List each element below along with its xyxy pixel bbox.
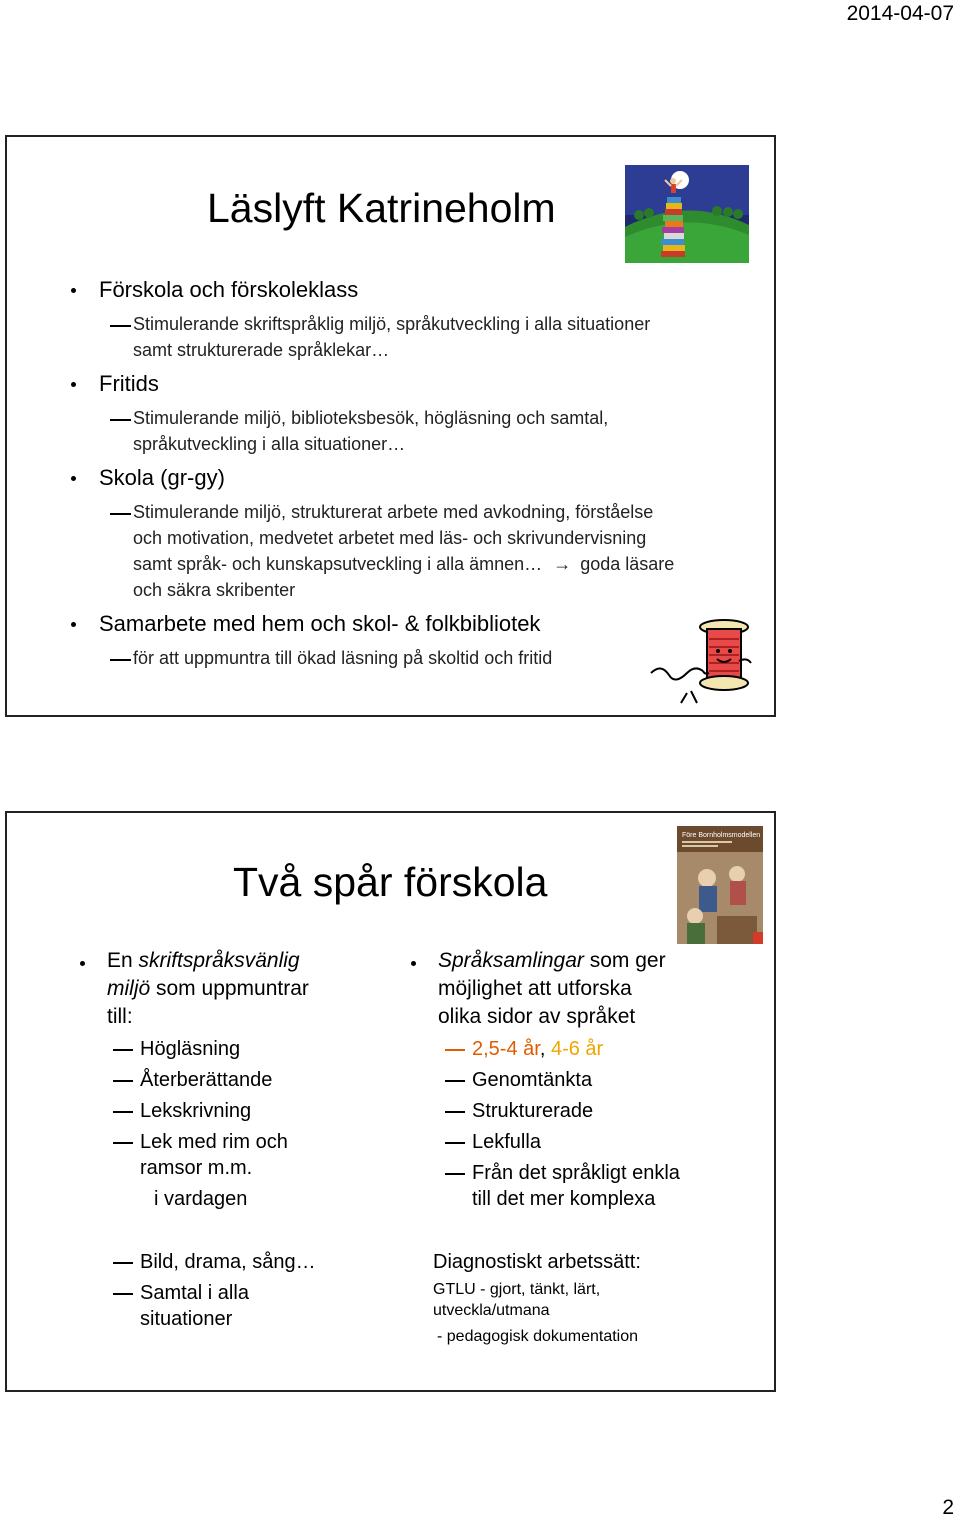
dash-icon bbox=[113, 1080, 133, 1082]
list-item: Genomtänkta bbox=[472, 1069, 593, 1091]
page-date: 2014-04-07 bbox=[846, 2, 954, 25]
age-groups: 2,5-4 år, 4-6 år bbox=[472, 1038, 604, 1060]
dash-icon bbox=[445, 1111, 465, 1113]
list-item-sub: Stimulerande skriftspråklig miljö, språkutveckling i alla situationer bbox=[133, 314, 651, 334]
list-item: Från det språkligt enkla bbox=[472, 1162, 680, 1184]
dash-icon bbox=[113, 1111, 133, 1113]
left-intro: En skriftspråksvänlig bbox=[107, 949, 300, 972]
list-item: Strukturerade bbox=[472, 1100, 594, 1122]
list-item-sub: för att uppmuntra till ökad läsning på skoltid och fritid bbox=[133, 648, 553, 668]
slide-laslyft bbox=[5, 135, 776, 717]
list-item: Lekfulla bbox=[472, 1131, 541, 1153]
list-item: Återberättande bbox=[140, 1069, 273, 1091]
bullet-icon bbox=[71, 622, 76, 627]
page-number: 2 bbox=[942, 1496, 954, 1519]
dash-icon bbox=[445, 1173, 465, 1175]
list-item-heading: Fritids bbox=[99, 371, 159, 396]
diagnostic-text: GTLU - gjort, tänkt, lärt, bbox=[433, 1281, 601, 1298]
diagnostic-title: Diagnostiskt arbetssätt: bbox=[433, 1251, 641, 1273]
list-item: Bild, drama, sång… bbox=[140, 1251, 316, 1273]
dash-icon bbox=[110, 419, 131, 421]
bullet-icon bbox=[71, 382, 76, 387]
diagnostic-text: - pedagogisk dokumentation bbox=[437, 1328, 639, 1345]
list-item: situationer bbox=[140, 1308, 233, 1330]
bullet-icon bbox=[71, 476, 76, 481]
dash-icon bbox=[110, 325, 131, 327]
dash-icon bbox=[110, 513, 131, 515]
list-item: Lekskrivning bbox=[140, 1100, 252, 1122]
dash-icon bbox=[113, 1142, 133, 1144]
dash-icon bbox=[113, 1293, 133, 1295]
list-item-sub: språkutveckling i alla situationer… bbox=[133, 434, 406, 454]
dash-icon bbox=[113, 1049, 133, 1051]
dash-icon bbox=[445, 1080, 465, 1082]
slide-title: Två spår förskola bbox=[233, 859, 548, 905]
bullet-icon bbox=[411, 961, 416, 966]
note-text: i vardagen bbox=[154, 1188, 248, 1210]
list-item: Högläsning bbox=[140, 1038, 241, 1060]
dash-icon bbox=[110, 659, 131, 661]
arrow-right-icon: → bbox=[553, 554, 572, 574]
list-item: ramsor m.m. bbox=[140, 1157, 253, 1179]
list-item-sub: samt strukturerade språklekar… bbox=[133, 340, 390, 360]
list-item: Lek med rim och bbox=[140, 1131, 288, 1153]
right-intro: möjlighet att utforska bbox=[438, 977, 632, 1000]
list-item-sub: samt språk- och kunskapsutveckling i alla ämnen… → goda läsare bbox=[133, 554, 675, 574]
reading-books-illustration bbox=[625, 165, 749, 263]
list-item-sub: och säkra skribenter bbox=[133, 580, 296, 600]
list-item-heading: Samarbete med hem och skol- & folkbibliotek bbox=[99, 611, 541, 636]
right-intro: Språksamlingar som ger bbox=[438, 949, 666, 972]
list-item-heading: Skola (gr-gy) bbox=[99, 465, 225, 490]
dash-icon bbox=[445, 1049, 465, 1051]
book-cover-title: Före Bornholmsmodellen bbox=[682, 832, 761, 839]
list-item-sub: Stimulerande miljö, strukturerat arbete med avkodning, förståelse bbox=[133, 502, 654, 522]
dash-icon bbox=[113, 1262, 133, 1264]
book-cover-illustration bbox=[677, 826, 763, 944]
bullet-icon bbox=[80, 961, 85, 966]
diagnostic-text: utveckla/utmana bbox=[433, 1302, 550, 1319]
list-item-heading: Förskola och förskoleklass bbox=[99, 277, 359, 302]
dash-icon bbox=[445, 1142, 465, 1144]
list-item-sub: och motivation, medvetet arbetet med läs- och skrivundervisning bbox=[133, 528, 647, 548]
list-item: Samtal i alla bbox=[140, 1282, 249, 1304]
slide-title: Läslyft Katrineholm bbox=[207, 185, 556, 231]
list-item-sub: Stimulerande miljö, biblioteksbesök, högläsning och samtal, bbox=[133, 408, 609, 428]
slide-tva-spar bbox=[5, 811, 776, 1392]
right-intro: olika sidor av språket bbox=[438, 1005, 636, 1028]
list-item: till det mer komplexa bbox=[472, 1188, 656, 1210]
bullet-icon bbox=[71, 288, 76, 293]
left-intro: miljö som uppmuntrar bbox=[107, 977, 309, 1000]
thread-spool-illustration bbox=[647, 615, 757, 707]
left-intro: till: bbox=[107, 1005, 133, 1028]
